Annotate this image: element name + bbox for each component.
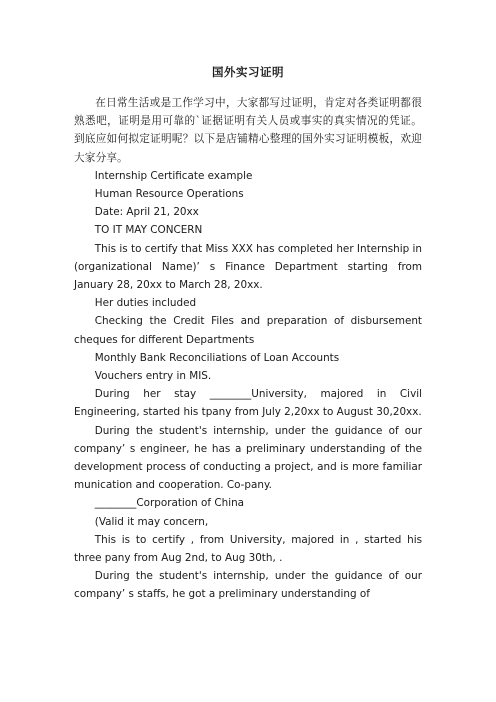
duty-item-reconciliations: Monthly Bank Reconciliations of Loan Accounts bbox=[94, 351, 340, 364]
duties-heading: Her duties included bbox=[94, 297, 197, 310]
certify-paragraph: This is to certify that Miss XXX has completed her Internship in (organizational Name)’ s Finance Department starting from January 28, 20xx to March 28, 20xx. bbox=[74, 242, 422, 292]
document-title: 国外实习证明 bbox=[212, 65, 284, 79]
certificate-heading: Internship Certificate example bbox=[94, 169, 253, 182]
certify-paragraph-2: This is to certify , from University, majored in , started his three pany from Aug 2nd, to Aug 30th, . bbox=[74, 533, 422, 565]
intro-paragraph: 在日常生活或是工作学习中，大家都写过证明，肯定对各类证明都很熟悉吧，证明是用可靠的`证据证明有关人员或事实的真实情况的凭证。到底应如何拟定证明呢？以下是店铺精心整理的国外实习证明模板，欢迎大家分享。 bbox=[74, 97, 422, 164]
duty-item-credit-files: Checking the Credit Files and preparation of disbursement cheques for different Departments bbox=[74, 315, 422, 346]
internship-paragraph-2: During the student's internship, under the guidance of our company’ s staffs, he got a preliminary understanding of bbox=[74, 570, 422, 601]
date-line: Date: April 21, 20xx bbox=[94, 206, 199, 219]
internship-paragraph: During the student's internship, under the guidance of our company’ s engineer, he has a preliminary understanding of the development process of conducting a project, and is more familiar munication and cooperation. Co-pany. bbox=[74, 424, 422, 492]
duty-item-vouchers: Vouchers entry in MIS. bbox=[94, 370, 212, 383]
department-line: Human Resource Operations bbox=[94, 188, 244, 201]
valid-line: (Valid it may concern, bbox=[94, 515, 209, 528]
corporation-line: ________Corporation of China bbox=[94, 497, 245, 510]
stay-paragraph: During her stay ________University, majored in Civil Engineering, started his tpany from July 2,20xx to August 30,20xx. bbox=[74, 388, 422, 419]
salutation-line: TO IT MAY CONCERN bbox=[94, 224, 203, 237]
